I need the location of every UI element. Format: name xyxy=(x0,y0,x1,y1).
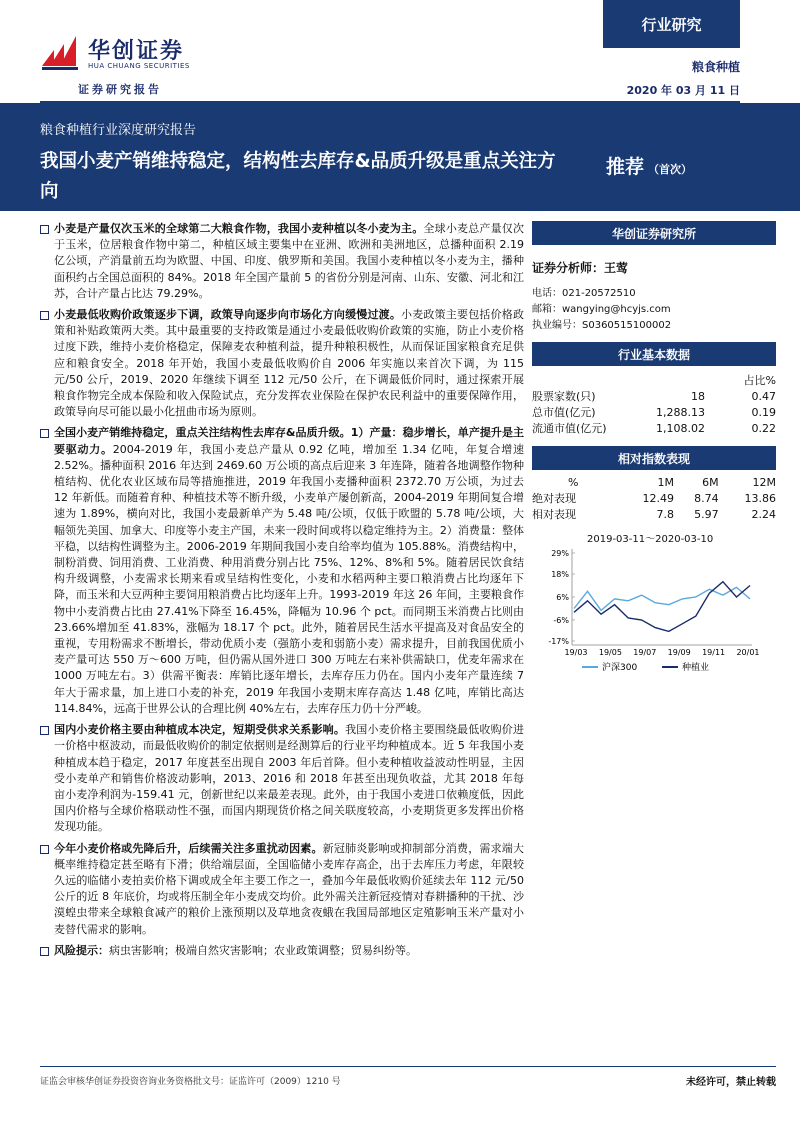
x-tick-label: 19/07 xyxy=(633,648,657,657)
logo-name-cn: 华创证券 xyxy=(88,39,185,64)
checkbox-bullet-icon xyxy=(40,947,49,956)
point-lead: 小麦是产量仅次玉米的全球第二大粮食作物，我国小麦种植以冬小麦为主。 xyxy=(54,222,424,235)
row-pct: 0.22 xyxy=(751,421,776,435)
industry-research-badge: 行业研究 xyxy=(603,0,740,48)
series-line xyxy=(574,582,750,632)
col-header: 1M xyxy=(657,475,674,489)
huachuang-logo-mark xyxy=(40,30,82,72)
report-type: 证券研究报告 xyxy=(78,83,162,96)
point-body: 病虫害影响；极端自然灾害影响；农业政策调整；贸易纠纷等。 xyxy=(109,943,417,957)
x-tick-label: 20/01 xyxy=(736,648,760,657)
row-value: 1,108.02 xyxy=(655,421,705,435)
sidebar xyxy=(532,221,776,675)
report-date: 2020 年 03 月 11 日 xyxy=(626,84,740,97)
legend-label: 种植业 xyxy=(682,663,710,673)
row-pct: 0.47 xyxy=(751,389,776,403)
analyst-phone: 电话：021-20572510 xyxy=(532,288,636,299)
rating xyxy=(606,152,692,179)
point-body: 2004-2019 年，我国小麦总产量从 0.92 亿吨，增加至 1.34 亿吨，年复合增速 2.52%。播种面积 2016 年达到 2469.60 万公顷的高点后迎来 3 年连降，随着各地调整作物种植结构、优化农业区域布局等措施推进，2019 年我国小麦播种面积 2372.70 万公顷，为过去 12 年新低。而随着育种、种植技术等不断升级，小麦单产屡创新高，2004-2019 年期间复合增速为 1.89%，横向对比，我国小麦最新单产为 5.48 吨/公顷，仅低于欧盟的 5.78 吨/公顷，大幅领先美国、加拿大、印度等小麦主产国，未来一段时间或将以稳定维持为主。2）消费量：整体平稳，以结构性调整为主。2006-2019 年期间我国小麦自给率均值为 105.88%。消费结构中，制粉消费、饲用消费、工业消费、种用消费分别占比 75%、12%、8%和 5%。随着居民饮食结构升级调整，小麦需求长期来看或呈结构性变化，小麦和水稻两种主要口粮消费占比均逐年下降，而玉米和大豆两种主要饲用粮消费占比均逐年上升。1993-2019 年这 26 年间，主要粮食作物中小麦消费占比由 27.41%下降至 16.45%，降幅为 10.96 个 pct。而同期玉米消费占比则由 23.66%增加至 41.83%，涨幅为 18.17 个 pct。此外，随着居民生活水平提高及对食品安全的重视，专用粉需求不断增长，带动优质小麦（强筋小麦和弱筋小麦）需求提升，目前我国优质小麦产量可达 550 万～600 万吨，但仍需从国外进口 300 万吨左右来补供需缺口，优麦年需求在 1000 万吨左右。3）供需平衡表：库销比逐年增长，去库存压力仍在。国内小麦年产量连续 7 年大于需求量，加上进口小麦的补充，2019 年我国小麦期末库存高达 1.48 亿吨，库销比高达 114.84%，远高于世界公认的合理比例 40%左右，去库存压力仍十分严峻。 xyxy=(54,442,524,715)
point-body: 全球小麦总产量仅次于玉米，位居粮食作物中第二，种植区域主要集中在亚洲、欧洲和美洲地区，总播种面积 2.19 亿公顷，产消量前五均为欧盟、中国、印度、俄罗斯和美国。我国小麦种植以冬小麦为主，播种面积约占全国总面积的 84%。2018 年全国产量前 5 的省份分别是河南、山东、安徽、河北和江苏，合计产量占比达 79.29%。 xyxy=(54,222,524,300)
col-header: 6M xyxy=(702,475,719,489)
summary-point xyxy=(40,221,524,302)
row-value: 1,288.13 xyxy=(655,405,705,419)
point-lead: 国内小麦价格主要由种植成本决定，短期受供求关系影响。 xyxy=(54,723,346,737)
row-value: 18 xyxy=(690,389,705,403)
rating-note: （首次） xyxy=(648,163,693,176)
pct-column-header: 占比% xyxy=(743,374,776,387)
institute-heading: 华创证券研究所 xyxy=(532,221,776,245)
cell-6m: 5.97 xyxy=(694,507,719,521)
cell-1m: 7.8 xyxy=(656,507,674,521)
summary-point xyxy=(40,307,524,420)
cell-6m: 8.74 xyxy=(694,491,719,505)
table-row xyxy=(532,420,776,436)
row-label: 股票家数(只) xyxy=(532,390,596,403)
point-body: 小麦政策主要包括价格政策和补贴政策两大类。其中最重要的支持政策是通过小麦最低收购价政策的实施，防止小麦价格过度下跌，维持小麦价格稳定，保障麦农种植利益，提升种粮积极性，从而保证国家粮食充足供应和粮食安全。2018 年开始，我国小麦最低收购价自 2006 年实施以来首次下调，为 115 元/50 公斤，2019、2020 年继续下调至 112 元/50 公斤，在下调最低价同时，通过探索开展粮食作物完全成本保险和收入保险试点，充分发挥农业保险在保护农民利益中的重要保障作用，政策导向尽可能以最小化扭曲市场为原则。 xyxy=(54,308,524,419)
col-header: % xyxy=(568,475,579,489)
table-row xyxy=(532,388,776,404)
row-label: 相对表现 xyxy=(532,508,576,521)
table-row xyxy=(532,404,776,420)
x-tick-label: 19/11 xyxy=(702,648,726,657)
risk-warning xyxy=(40,943,524,959)
analyst-label: 证券分析师： xyxy=(532,261,605,275)
cell-12m: 2.24 xyxy=(751,507,776,521)
analyst-email[interactable]: 邮箱：wangying@hcyjs.com xyxy=(532,304,671,315)
x-tick-label: 19/05 xyxy=(598,648,622,657)
point-body: 新冠肺炎影响或抑制部分消费，需求端大概率维持稳定甚至略有下滑；供给端层面，全国临储小麦库存高企，出于去库压力考虑，年限较久远的临储小麦拍卖价格下调或成全年主要工作之一，叠加今年最低收购价延续去年 112 元/50 公斤的近 8 年底价，均或将压制全年小麦成交均价。此外需关注新冠疫情对春耕播种的干扰、沙漠蝗虫带来全球粮食减产的粮价上涨预期以及草地贪夜蛾在我国局部地区定殖影响玉米产量对小麦替代需求的影响。 xyxy=(54,841,525,936)
y-tick-label: 29% xyxy=(551,549,569,558)
index-perf-heading: 相对指数表现 xyxy=(532,446,776,470)
basic-data-table xyxy=(532,372,776,436)
row-pct: 0.19 xyxy=(751,405,776,419)
cell-1m: 12.49 xyxy=(642,491,674,505)
checkbox-bullet-icon xyxy=(40,429,49,438)
chart-title: 2019-03-11～2020-03-10 xyxy=(587,534,714,545)
x-tick-label: 19/03 xyxy=(564,648,588,657)
summary-point xyxy=(40,722,524,835)
footer-notice: 未经许可，禁止转载 xyxy=(686,1077,776,1088)
point-body: 我国小麦价格主要围绕最低收购价进一价格中枢波动，而最低收购价的制定依据则是经测算后的行业平均种植成本。近 5 年我国小麦种植成本趋于稳定，2017 年度甚至出现自 2003 年后首降。但小麦种植收益波动性明显，主因受小麦单产和销售价格波动影响，2013、2016 和 2018 年甚至出现负收益，尤其 2018 年每亩小麦净利润为-159.41 元，创新世纪以来最差表现。此外，由于我国小麦进口依赖度低，因此国内价格与全球价格联动性不强，而国内期现货价格之间关联度较高，小麦期货更多发挥出价格发现功能。 xyxy=(54,723,525,834)
y-tick-label: -6% xyxy=(553,615,569,625)
x-tick-label: 19/09 xyxy=(667,648,691,657)
row-label: 总市值(亿元) xyxy=(532,406,596,419)
checkbox-bullet-icon xyxy=(40,845,49,854)
point-lead: 风险提示： xyxy=(54,943,109,957)
report-title: 我国小麦产销维持稳定，结构性去库存&品质升级是重点关注方向 xyxy=(40,151,556,202)
row-label: 流通市值(亿元) xyxy=(532,422,607,435)
summary-point xyxy=(40,841,524,938)
basic-data-heading: 行业基本数据 xyxy=(532,342,776,366)
col-header: 12M xyxy=(752,475,776,489)
table-row xyxy=(532,506,776,522)
y-tick-label: 6% xyxy=(556,593,569,602)
logo-name-en: HUA CHUANG SECURITIES xyxy=(88,62,190,70)
footer-divider xyxy=(40,1066,776,1067)
report-subtitle: 粮食种植行业深度研究报告 xyxy=(40,123,197,138)
rating-label: 推荐 xyxy=(606,156,645,178)
analyst-name: 王莺 xyxy=(604,261,629,275)
summary-points xyxy=(40,221,524,964)
checkbox-bullet-icon xyxy=(40,726,49,735)
analyst xyxy=(532,259,776,276)
index-perf-table xyxy=(532,474,776,522)
checkbox-bullet-icon xyxy=(40,225,49,234)
checkbox-bullet-icon xyxy=(40,311,49,320)
sector-label: 粮食种植 xyxy=(691,60,740,74)
series-line xyxy=(574,587,750,610)
row-label: 绝对表现 xyxy=(532,492,576,505)
legend-label: 沪深300 xyxy=(602,663,638,673)
y-tick-label: -17% xyxy=(548,637,569,646)
footer-license: 证监会审核华创证券投资咨询业务资格批文号：证监许可（2009）1210 号 xyxy=(40,1077,341,1087)
table-row xyxy=(532,490,776,506)
relative-performance-chart xyxy=(532,545,776,675)
point-lead: 今年小麦价格或先降后升，后续需关注多重扰动因素。 xyxy=(54,841,323,855)
cell-12m: 13.86 xyxy=(744,491,776,505)
point-lead: 全国小麦产销维持稳定，重点关注结构性去库存&品质升级。1）产量：稳步增长，单产提升是主要驱动力。 xyxy=(54,426,524,456)
analyst-license: 执业编号：S0360515100002 xyxy=(532,320,672,331)
point-lead: 小麦最低收购价政策逐步下调，政策导向逐步向市场化方向缓慢过渡。 xyxy=(54,308,402,322)
summary-point xyxy=(40,425,524,717)
y-tick-label: 18% xyxy=(551,570,569,580)
